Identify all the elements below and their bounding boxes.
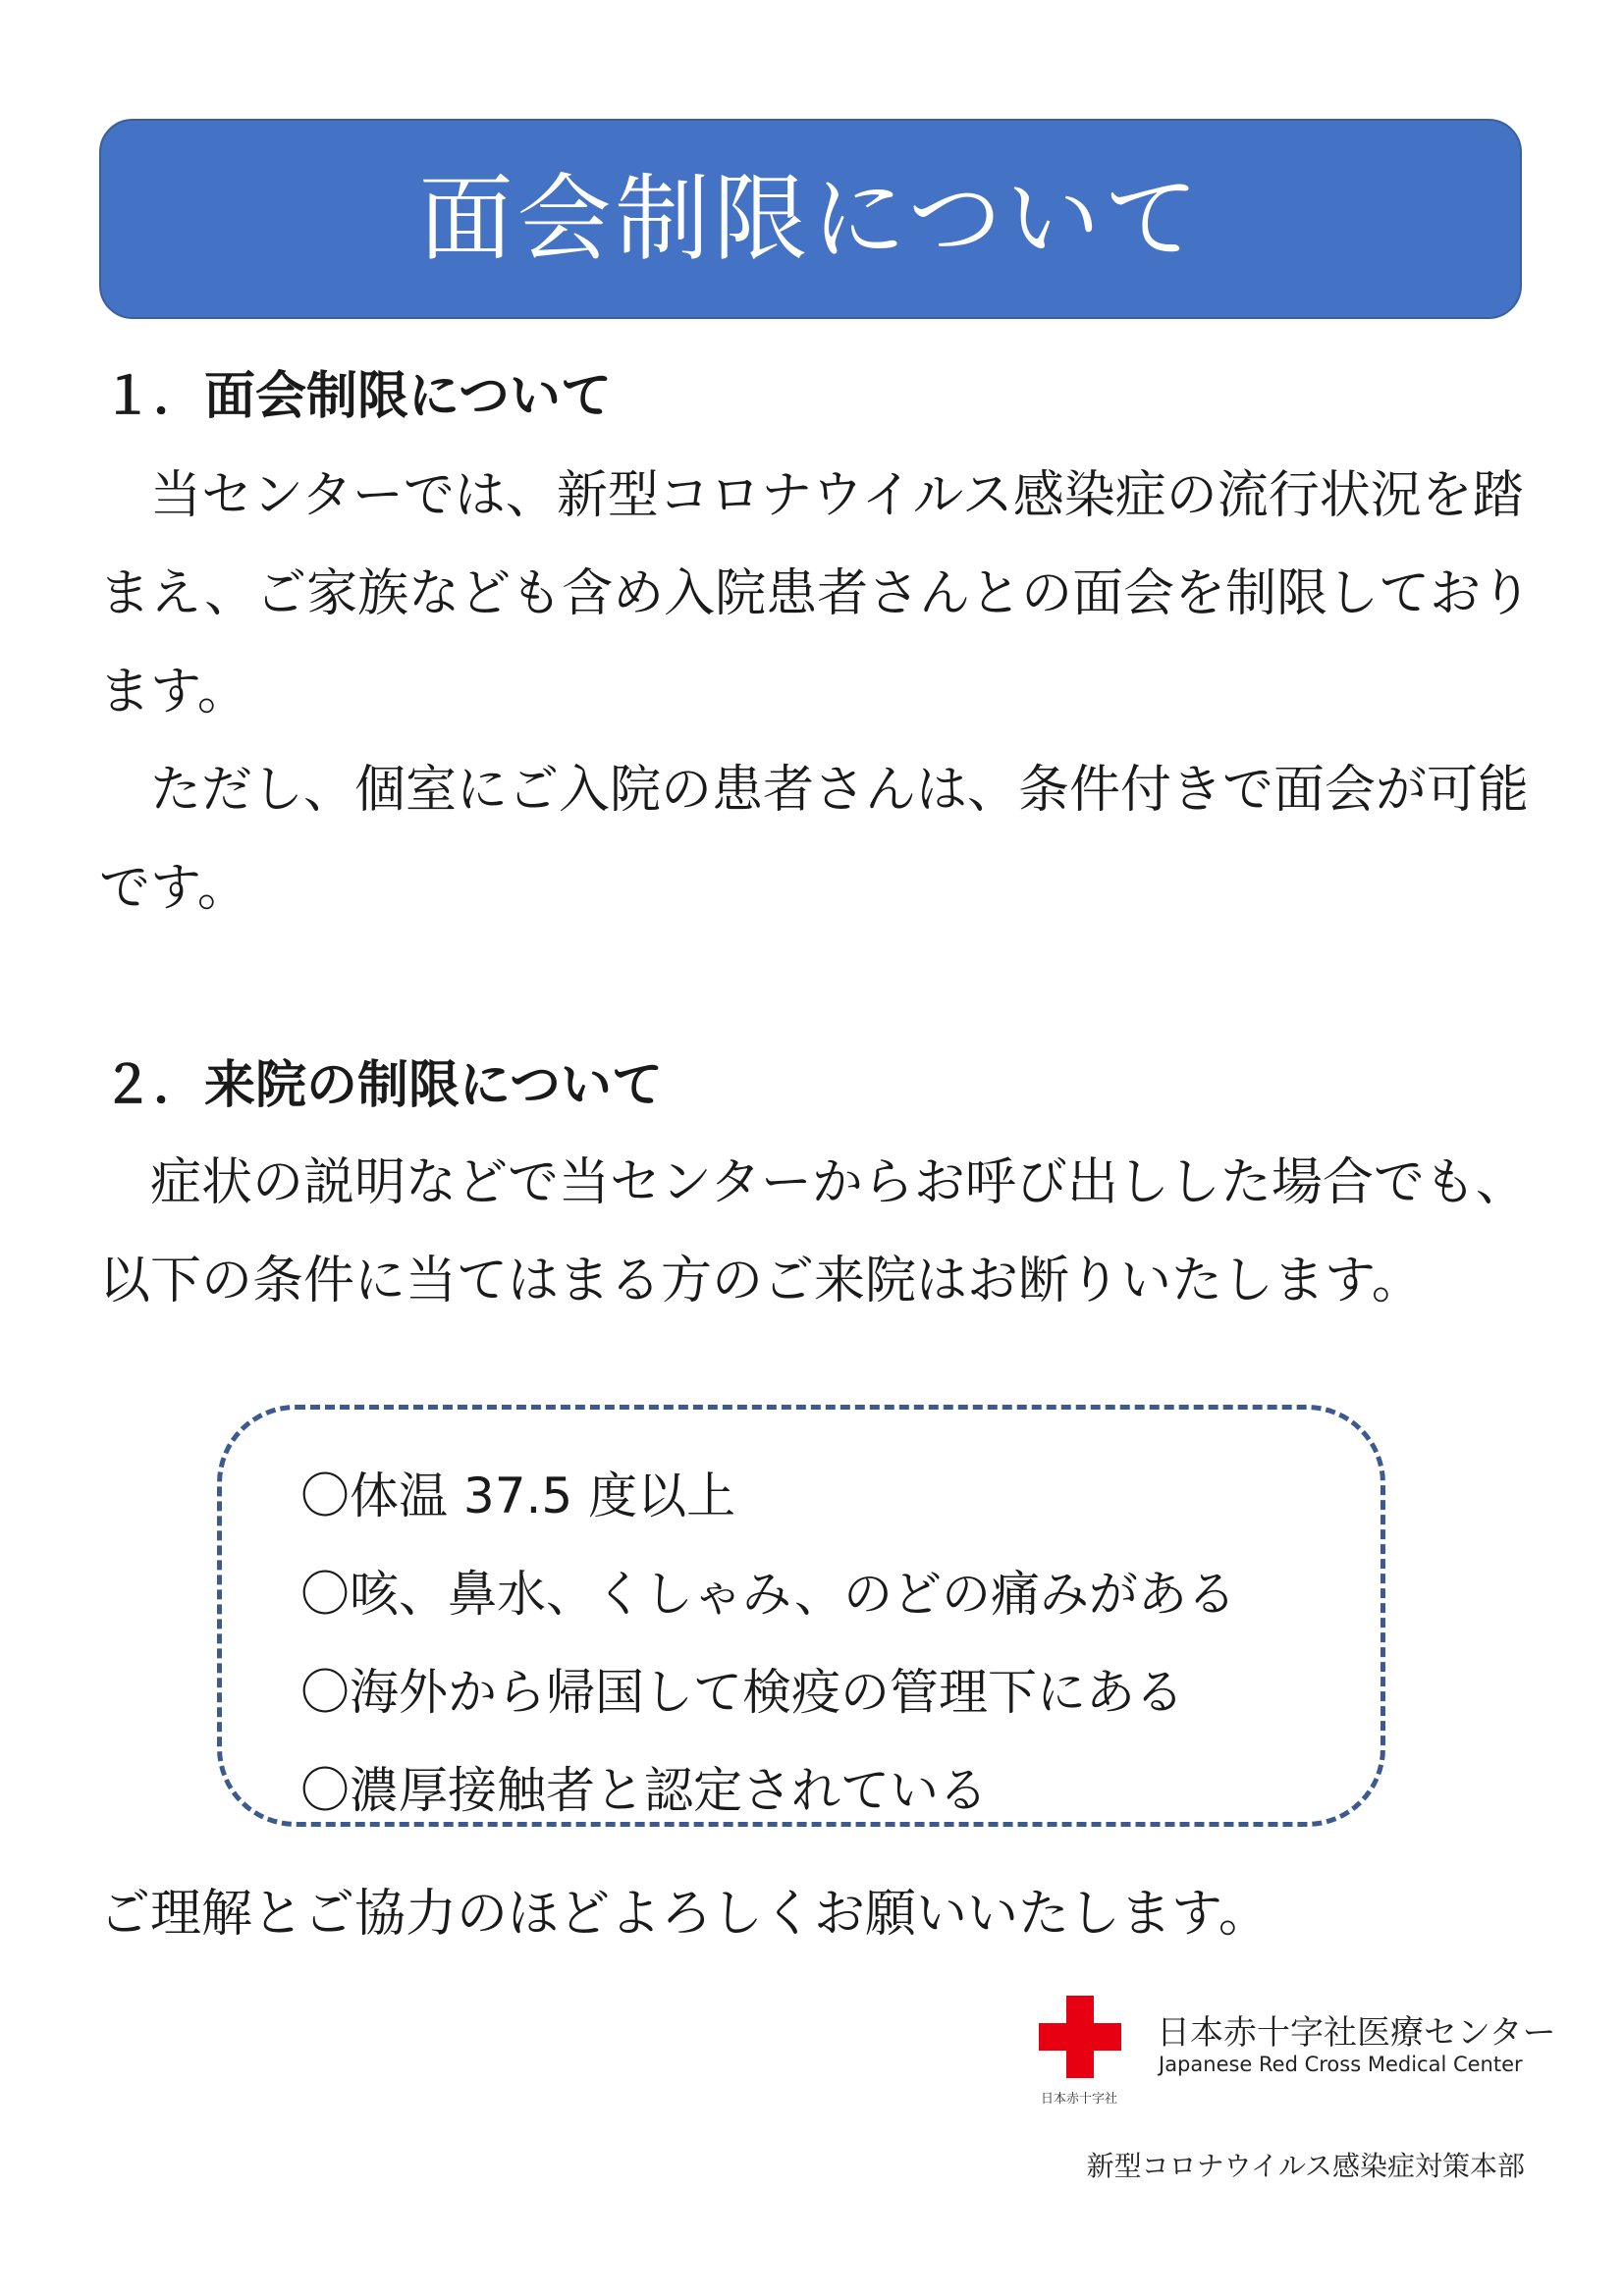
section2-heading: ２．来院の制限について <box>102 1056 663 1115</box>
organization-name-en: Japanese Red Cross Medical Center <box>1159 2053 1523 2076</box>
condition-item: 〇体温 37.5 度以上 <box>300 1468 736 1524</box>
logo-caption: 日本赤十字社 <box>1041 2092 1118 2107</box>
red-cross-icon <box>1039 1996 1121 2078</box>
organization-name-jp: 日本赤十字社医療センター <box>1157 2013 1556 2053</box>
condition-item: 〇海外から帰国して検疫の管理下にある <box>300 1664 1184 1721</box>
organization-logo <box>1039 1996 1556 2113</box>
condition-item: 〇咳、鼻水、くしゃみ、のどの痛みがある <box>300 1566 1236 1623</box>
conditions-list <box>300 1447 1236 1840</box>
closing-message: ご理解とご協力のほどよろしくお願いいたします。 <box>99 1885 1270 1944</box>
page-title: 面会制限について <box>418 164 1203 274</box>
title-banner <box>99 119 1522 319</box>
condition-item: 〇濃厚接触者と認定されている <box>300 1762 988 1819</box>
section1-heading: １．面会制限について <box>102 367 612 426</box>
section1-paragraph-2: ただし、個室にご入院の患者さんは、条件付きで面会が可能です。 <box>99 761 1530 918</box>
footer-department: 新型コロナウイルス感染症対策本部 <box>1086 2150 1525 2182</box>
section1-paragraph-1: 当センターでは、新型コロナウイルス感染症の流行状況を踏まえ、ご家族なども含め入院患者さんとの面会を制限しております。 <box>99 466 1533 721</box>
conditions-box <box>217 1405 1385 1827</box>
section2-paragraph-1: 症状の説明などで当センターからお呼び出しした場合でも、以下の条件に当てはまる方のご来院はお断りいたします。 <box>99 1153 1527 1310</box>
